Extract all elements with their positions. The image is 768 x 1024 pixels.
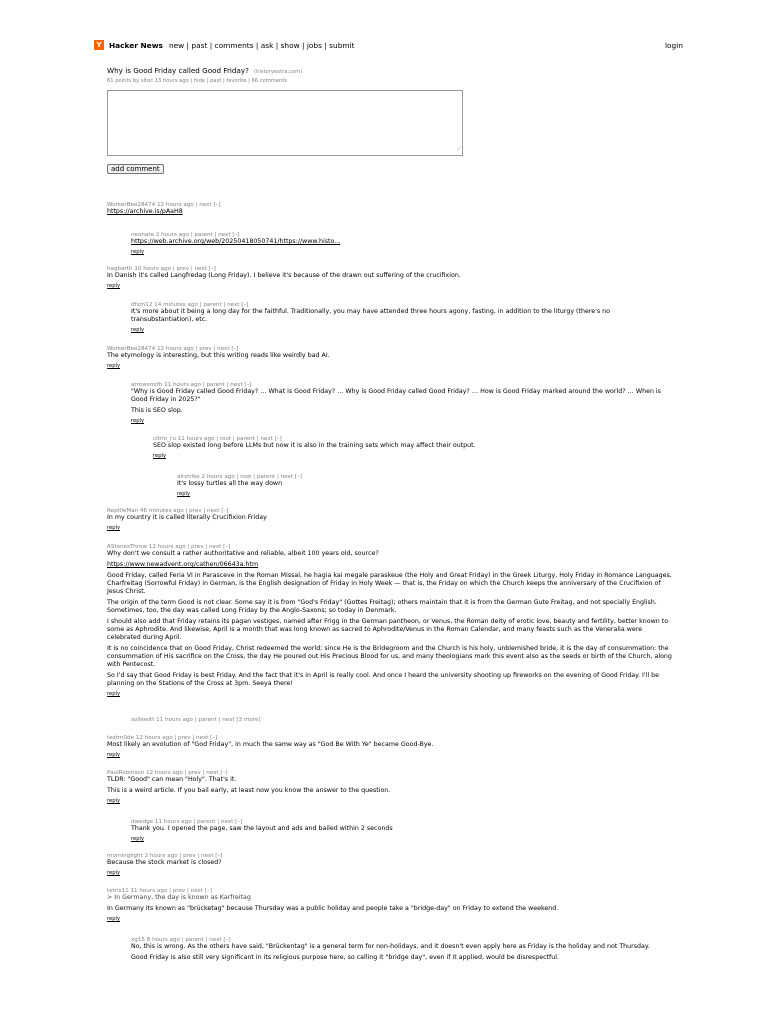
reply-link[interactable]: reply <box>177 491 191 497</box>
comment-paragraph[interactable]: https://archive.is/pAaH8 <box>107 208 183 215</box>
comment-meta[interactable]: hagbarth 10 hours ago | prev | next [–] <box>107 266 216 272</box>
comment-text <box>107 352 672 360</box>
comment-paragraph: Why don't we consult a rather authoritative and reliable, albeit 100 years old, source? <box>107 550 379 557</box>
comment-meta[interactable]: ReptileMan 46 minutes ago | prev | next [–] <box>107 508 229 514</box>
comment <box>107 735 672 758</box>
add-comment-button[interactable]: add comment <box>107 164 164 174</box>
comment-paragraph: The etymology is interesting, but this writing reads like weirdly bad AI. <box>107 352 330 359</box>
reply-link[interactable]: reply <box>107 363 121 369</box>
comment-text <box>131 308 674 324</box>
comment <box>107 346 672 369</box>
comment-paragraph: So I'd say that Good Friday is best Friday. And the fact that it's in April is really cool. And once I heard the university shooting up fireworks on the evening of Good Friday. I'll be planning on the Stations of the Cross at 3pm. Seeya there! <box>107 672 659 687</box>
comment-paragraph: This is SEO slop. <box>131 407 183 414</box>
comment-text <box>131 238 674 246</box>
comment-paragraph: It's more about it being a long day for the faithful. Traditionally, you may have attended three hours agony, fasting, in addition to the liturgy (there's no transubstantiation), etc. <box>131 308 611 323</box>
resize-grip-icon[interactable]: ⟋ <box>456 146 461 153</box>
story <box>93 58 683 84</box>
comment <box>107 888 672 922</box>
comment <box>177 474 674 497</box>
comment-text <box>107 208 672 216</box>
comment <box>107 508 672 531</box>
story-site[interactable]: (historyextra.com) <box>254 69 303 75</box>
comment-paragraph: TLDR: "Good" can mean "Holy". That's it. <box>107 776 237 783</box>
comment-meta[interactable]: dfxm12 14 minutes ago | parent | next [–] <box>131 302 249 308</box>
comment-paragraph: SEO slop existed long before LLMs but now it is also in the training sets which may affect their output. <box>153 442 476 449</box>
comment-paragraph: This is a weird article. If you bail early, at least now you know the answer to the question. <box>107 787 391 794</box>
comment-text <box>131 943 674 962</box>
comment-text <box>107 894 672 913</box>
comment-meta[interactable]: AStonesThrow 12 hours ago | prev | next [–] <box>107 544 231 550</box>
reply-link[interactable]: reply <box>107 691 121 697</box>
comment-text <box>107 550 672 688</box>
comment <box>107 770 672 804</box>
comment-text <box>107 741 672 749</box>
comment-paragraph: Good Friday, called Feria VI in Parasceve in the Roman Missal, he hagia kai megale paraskeue (the Holy and Great Friday) in the Greek Liturgy, Holy Friday in Romance Languages, Charfreitag (Sorrowful Friday) in German, is the English designation of Friday in Holy Week — that is, the Friday on which the Church keeps the anniversary of the Crucifixion of Jesus Christ. <box>107 572 672 595</box>
comment-meta[interactable]: textm0de 12 hours ago | prev | next [–] <box>107 735 218 741</box>
comment-text <box>107 859 672 867</box>
comment <box>107 544 672 697</box>
comment <box>107 853 672 876</box>
comment-paragraph: No, this is wrong. As the others have said, "Brückentag" is a general term for non-holidays, and it doesn't even apply here as Friday is the holiday and not Thursday. <box>131 943 650 950</box>
comment-meta[interactable]: sollewitt 11 hours ago | parent | next [3 more] <box>131 717 261 723</box>
comment <box>131 937 674 965</box>
comment-meta[interactable]: PaulRobinson 12 hours ago | prev | next [–] <box>107 770 228 776</box>
comment-text <box>107 514 672 522</box>
story-subline[interactable]: 61 points by sltoc 13 hours ago | hide | past | favorite | 66 comments <box>107 78 288 84</box>
nav-links[interactable]: new | past | comments | ask | show | jobs | submit <box>168 40 355 50</box>
comment-paragraph: It's lossy turtles all the way down <box>177 480 283 487</box>
comment-text <box>131 388 674 415</box>
reply-link[interactable]: reply <box>131 836 145 842</box>
comment-paragraph: I should also add that Friday retains its pagan vestiges, named after Frigg in the German pantheon, or Venus, the Roman deity of erotic love, beauty and fertility, better known to some as Aphrodite. And likewise, April is a month that was long known as sacred to Aphrodite/Venus in the Roman Calendar, and many feasts such as the Veneralia were celebrated during April. <box>107 618 669 641</box>
comment-meta[interactable]: tetris11 11 hours ago | prev | next [–] <box>107 888 212 894</box>
comment-text <box>177 480 674 488</box>
top-bar <box>93 38 683 52</box>
comment <box>107 202 672 219</box>
story-title[interactable]: Why is Good Friday called Good Friday? <box>107 66 249 75</box>
comment-paragraph: Good Friday is also still very significant in its religious purpose here, so calling it "bridge day", even if it applied, would be disrespectful. <box>131 954 559 961</box>
comment-paragraph[interactable]: https://www.newadvent.org/cathen/06643a.htm <box>107 561 259 568</box>
reply-link[interactable]: reply <box>153 453 167 459</box>
reply-link[interactable]: reply <box>131 327 145 333</box>
comment-meta[interactable]: airstrike 2 hours ago | root | parent | next [–] <box>177 474 302 480</box>
comment-paragraph: Because the stock market is closed? <box>107 859 222 866</box>
reply-link[interactable]: reply <box>107 916 121 922</box>
comment <box>131 302 674 333</box>
reply-link[interactable]: reply <box>107 283 121 289</box>
reply-link[interactable]: reply <box>107 870 121 876</box>
comment-paragraph: Most likely an evolution of "God Friday", in much the same way as "God Be With Ye" became Good-Bye. <box>107 741 434 748</box>
site-name[interactable]: Hacker News <box>109 40 163 50</box>
comment <box>107 266 672 289</box>
comment-paragraph: It is no coincidence that on Good Friday, Christ redeemed the world; since He is the Bridegroom and the Church is his holy, unblemished bride, it is the day of consummation: the consummation of His sacrifice on the Cross, the day He poured out His Precious Blood for us, and many theologians mark this event also as the seeds or birth of the Church, along with Pentecost. <box>107 645 672 668</box>
comment-meta[interactable]: citrin_ru 11 hours ago | root | parent | next [–] <box>153 436 282 442</box>
comment-paragraph: > In Germany, the day is known as Karfreitag <box>107 894 251 901</box>
comment-paragraph: In Germany its known as "brücketag" because Thursday was a public holiday and people take a "bridge-day" on Friday to extend the weekend. <box>107 905 559 912</box>
comment-text <box>107 272 672 280</box>
login-link[interactable]: login <box>664 40 683 50</box>
reply-link[interactable]: reply <box>131 418 145 424</box>
comment-paragraph: In my country it is called literally Crucifixion Friday <box>107 514 267 521</box>
comment <box>131 232 674 255</box>
reply-link[interactable]: reply <box>107 525 121 531</box>
comment-text <box>107 776 672 795</box>
comment-meta[interactable]: WorkerBee28474 12 hours ago | next [–] <box>107 202 221 208</box>
comment <box>131 819 674 842</box>
comment-meta[interactable]: arrowsmith 11 hours ago | parent | next [–] <box>131 382 252 388</box>
comment-meta[interactable]: neonate 2 hours ago | parent | next [–] <box>131 232 240 238</box>
comment-paragraph: In Danish it's called Langfredag (Long Friday). I believe it's because of the drawn out suffering of the crucifixion. <box>107 272 461 279</box>
comment-paragraph: The origin of the term Good is not clear. Some say it is from "God's Friday" (Gottes Freitag); others maintain that it is from the German Gute Freitag, and not specially English. Sometimes, too, the day was called Long Friday by the Anglo-Saxons; so today in Denmark. <box>107 599 657 614</box>
comment-meta[interactable]: morninglight 2 hours ago | prev | next [–] <box>107 853 223 859</box>
comment <box>131 717 674 723</box>
comment-meta[interactable]: xg15 8 hours ago | parent | next [–] <box>131 937 231 943</box>
comment-text <box>153 442 674 450</box>
reply-link[interactable]: reply <box>131 249 145 255</box>
reply-link[interactable]: reply <box>107 752 121 758</box>
comment-meta[interactable]: WorkerBee28474 12 hours ago | prev | next [–] <box>107 346 239 352</box>
comment-paragraph[interactable]: https://web.archive.org/web/20250418050741/https://www.histo... <box>131 238 341 245</box>
comment-paragraph: Thank you. I opened the page, saw the layout and ads and bailed within 2 seconds <box>131 825 393 832</box>
reply-link[interactable]: reply <box>107 798 121 804</box>
y-logo-icon[interactable]: Y <box>93 39 105 51</box>
comment-text <box>131 825 674 833</box>
comment-textarea[interactable] <box>107 90 463 156</box>
page-container <box>93 38 683 175</box>
comment <box>153 436 674 459</box>
comment-meta[interactable]: dwedge 11 hours ago | parent | next [–] <box>131 819 243 825</box>
comment-paragraph: "Why is Good Friday called Good Friday? … What is Good Friday? … Why is Good Friday called Good Friday? … How is Good Friday marked around the world? … When is Good Friday in 2025?" <box>131 388 661 403</box>
comment <box>131 382 674 424</box>
